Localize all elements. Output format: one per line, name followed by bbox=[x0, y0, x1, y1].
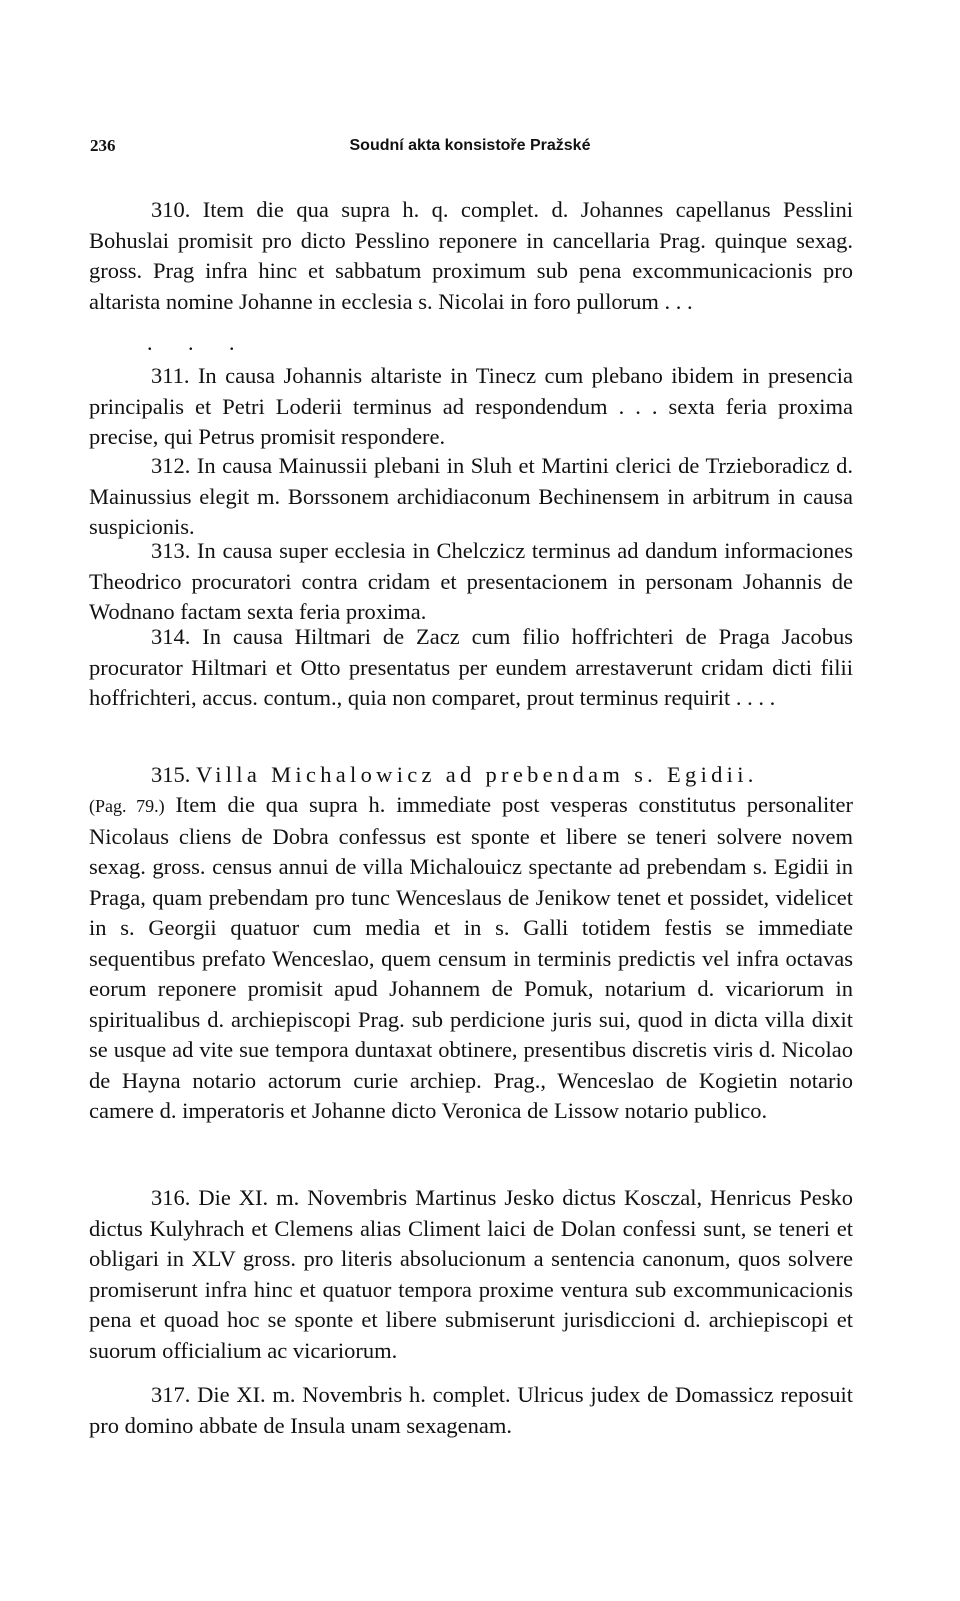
entry-317 bbox=[89, 1380, 853, 1441]
entry-text: 313. In causa super ecclesia in Chelczicz terminus ad dandum informaciones Theodrico procuratori contra cridam et presentacionem in personam Johannis de Wodnano factam sexta feria proxima. bbox=[89, 538, 853, 624]
entry-314 bbox=[89, 622, 853, 714]
entry-310 bbox=[89, 195, 853, 317]
running-title: Soudní akta konsistoře Pražské bbox=[349, 137, 591, 154]
entry-313 bbox=[89, 536, 853, 628]
entry-316 bbox=[89, 1183, 853, 1366]
entry-315-body bbox=[89, 790, 853, 1127]
entry-312 bbox=[89, 451, 853, 543]
entry-text: Item die qua supra h. immediate post vesperas constitutus personaliter Nicolaus cliens de Dobra confessus est sponte et libere se teneri solvere novem sexag. gross. census annui de villa Michalouicz spectante ad prebendam s. Egidii in Praga, quam prebendam pro tunc Wenceslaus de Jenikow tenet et possidet, videlicet in s. Georgii quatuor cum media et in s. Galli totidem festis se immediate sequentibus prefato Wenceslao, quem censum in terminis predictis vel infra octavas eorum reponere promisit apud Johannem de Pomuk, notarium d. vicariorum in spiritualibus d. archiepiscopi Prag. sub perdicione juris sui, quod in dicta villa dixit se usque ad vite sue tempora duntaxat obtinere, presentibus discretis viris d. Nicolao de Hayna notario actorum curie archiep. Prag., Wenceslao de Kogietin notario camere d. imperatoris et Johanne dicto Veronica de Lissow notario publico. bbox=[89, 792, 853, 1123]
page-reference: (Pag. 79.) bbox=[89, 796, 165, 816]
omission-marks: . . . bbox=[147, 330, 250, 355]
entry-text: 314. In causa Hiltmari de Zacz cum filio hoffrichteri de Praga Jacobus procurator Hiltmari et Otto presentatus per eundem arrestaverunt cridam dicti filii hoffrichteri, accus. contum., quia non comparet, prout terminus requirit . . . . bbox=[89, 624, 853, 710]
entry-311 bbox=[89, 361, 853, 453]
entry-heading-315 bbox=[151, 760, 853, 790]
entry-text: 316. Die XI. m. Novembris Martinus Jesko dictus Kosczal, Henricus Pesko dictus Kulyhrach et Clemens alias Climent laici de Dolan confessi sunt, se teneri et obligari in XLV gross. pro literis absolucionum a sentencia canonum, quos solvere promiserunt infra hinc et quatuor tempora proxime ventura sub excommunicacionis pena et quoad hoc se sponte et libere submiserunt jurisdiccioni d. archiepiscopi et suorum officialium ac vicariorum. bbox=[89, 1185, 853, 1363]
entry-text: 317. Die XI. m. Novembris h. complet. Ulricus judex de Domassicz reposuit pro domino abbate de Insula unam sexagenam. bbox=[89, 1382, 853, 1438]
entry-text: 312. In causa Mainussii plebani in Sluh et Martini clerici de Trzieboradicz d. Mainussius elegit m. Borssonem archidiaconum Bechinensem in arbitrum in causa suspicionis. bbox=[89, 453, 853, 539]
entry-text: 311. In causa Johannis altariste in Tinecz cum plebano ibidem in presencia principalis et Petri Loderii terminus ad respondendum . . . sexta feria proxima precise, qui Petrus promisit respondere. bbox=[89, 363, 853, 449]
page-number: 236 bbox=[90, 136, 116, 155]
heading-title: Villa Michalowicz ad prebendam s. Egidii. bbox=[196, 762, 758, 787]
heading-number: 315. bbox=[151, 762, 191, 787]
entry-text: 310. Item die qua supra h. q. complet. d. Johannes capellanus Pesslini Bohuslai promisit pro dicto Pesslino reponere in cancellaria Prag. quinque sexag. gross. Prag infra hinc et sabbatum proximum sub pena excommunicacionis pro altarista nomine Johanne in ecclesia s. Nicolai in foro pullorum . . . bbox=[89, 197, 853, 314]
running-head bbox=[90, 134, 850, 158]
